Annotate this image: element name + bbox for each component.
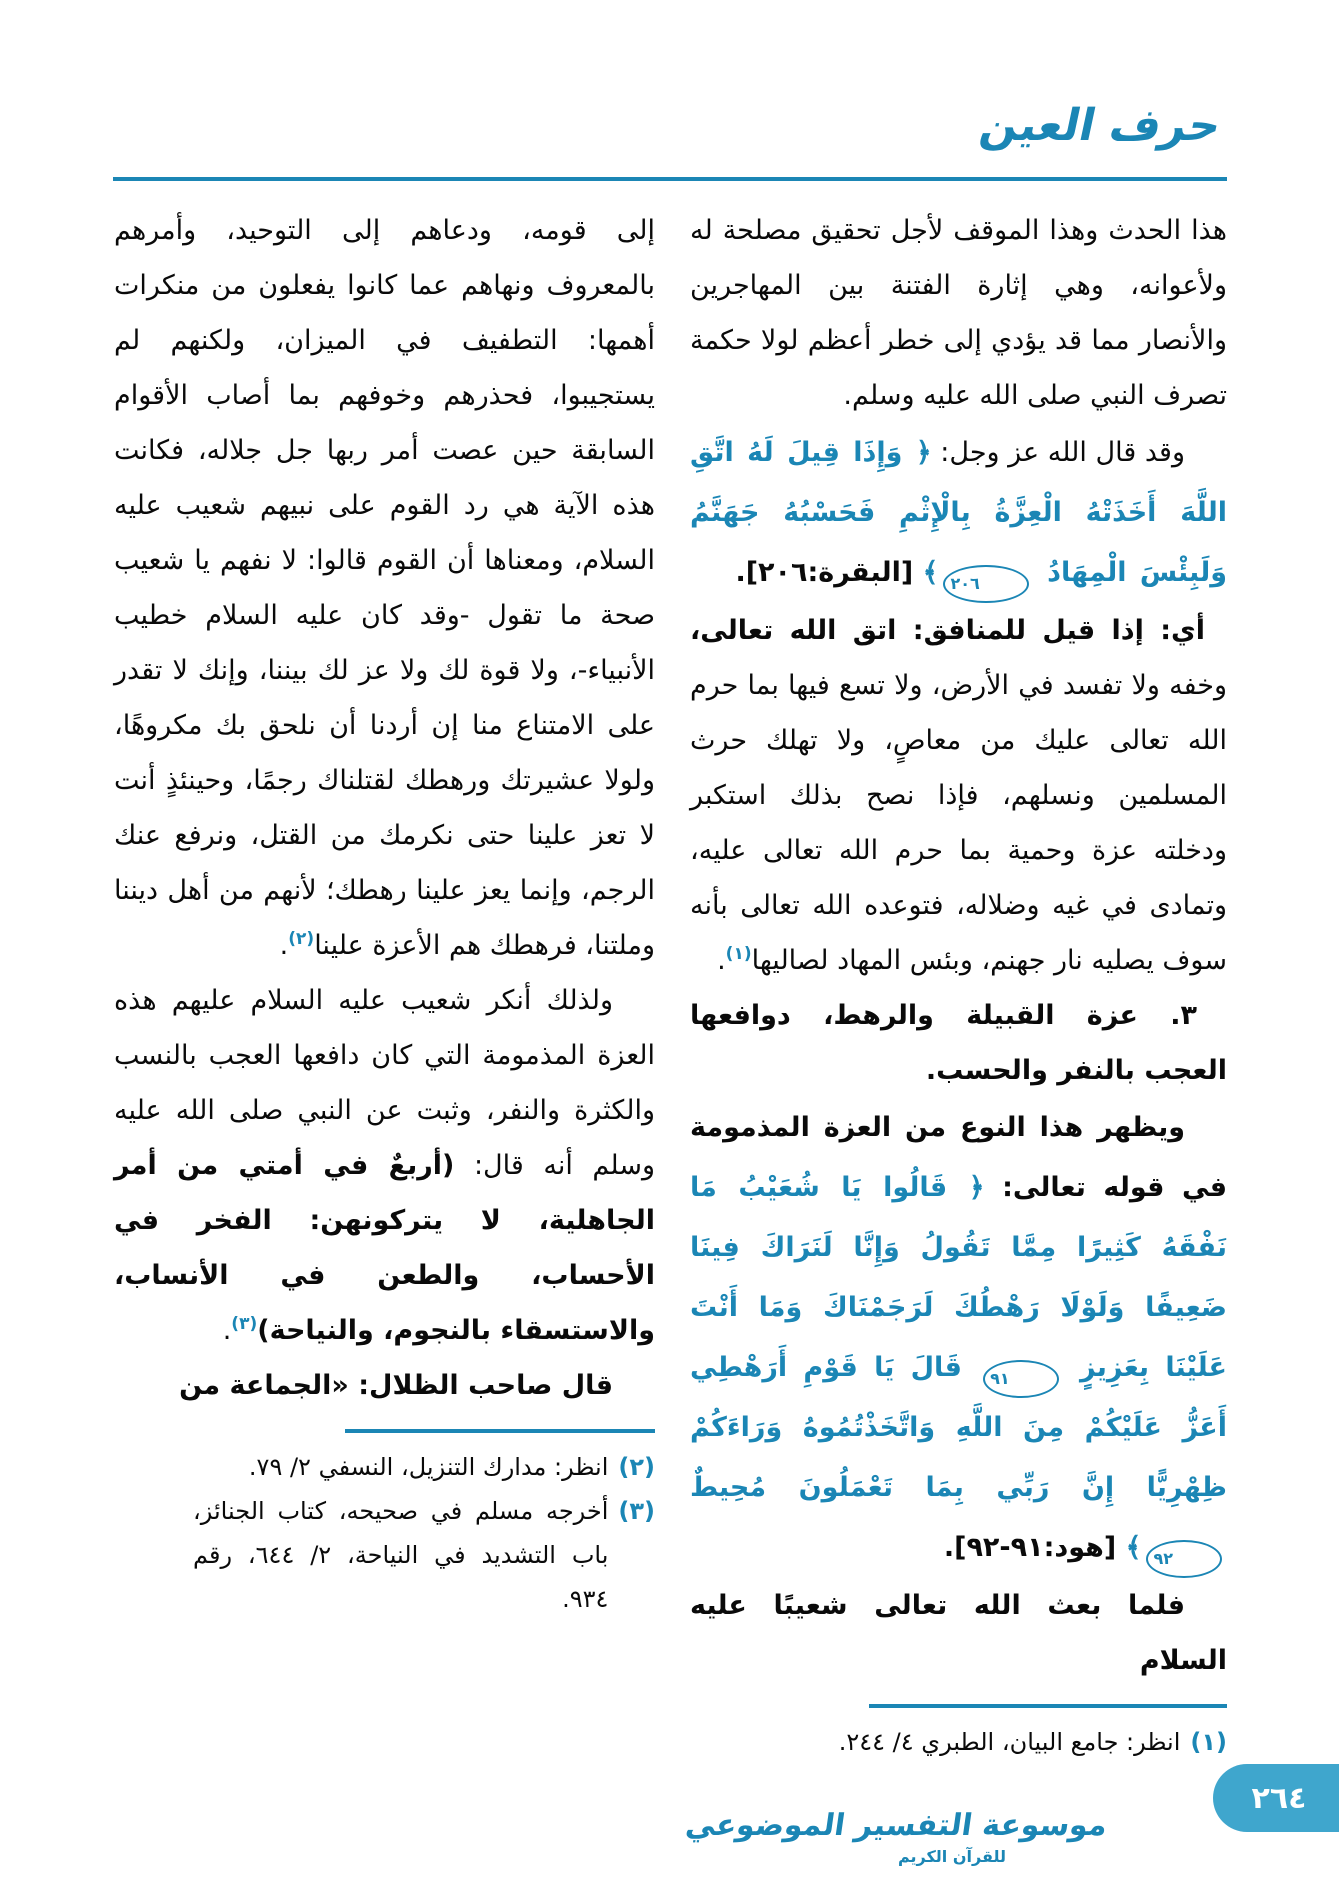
paragraph-tafsir	[690, 603, 1227, 988]
paragraph-quran-hud	[690, 1098, 1227, 1578]
verse-reference-baqarah: [البقرة:٢٠٦].	[735, 557, 923, 588]
section-letter-title: حرف العين	[976, 100, 1227, 151]
footnote-text: انظر: جامع البيان، الطبري ٤/ ٢٤٤.	[838, 1727, 1181, 1756]
hadith-text: (أربعٌ في أمتي من أمر الجاهلية، لا يتركونهن: الفخر في الأحساب، والطعن في الأنساب، والاستسقاء بالنجوم، والنياحة)	[114, 1150, 655, 1346]
paragraph-shuayb-sent: فلما بعث الله تعالى شعيبًا عليه السلام	[690, 1590, 1227, 1676]
continuation-body: إلى قومه، ودعاهم إلى التوحيد، وأمرهم بالمعروف ونهاهم عما كانوا يفعلون من منكرات أهمها: التطفيف في الميزان، ولكنهم لم يستجيبوا، فحذرهم وخوفهم بما أصاب الأقوام السابقة حين عصت أمر ربها جل جلاله، فكانت هذه الآية هي رد القوم على نبيهم شعيب عليه السلام، ومعناها أن القوم قالوا: لا نفهم يا شعيب صحة ما تقول -وقد كان عليه السلام خطيب الأنبياء-، ولا قوة لك ولا عز لك بيننا، وإنك لا تقدر على الامتناع منا إن أردنا أن نلحق بك مكروهًا، ولولا عشيرتك ورهطك لقتلناك رجمًا، وحينئذٍ أنت لا تعز علينا حتى نكرمك من القتل، ونرفع عنك الرجم، وإنما يعز علينا رهطك؛ لأنهم من أهل ديننا وملتنا، فرهطك هم الأعزة علينا	[114, 215, 655, 961]
footnote-marker: (٣)	[618, 1496, 655, 1525]
quran-verse-hud-92: قَالَ يَا قَوْمِ أَرَهْطِي أَعَزُّ عَلَيْكُمْ مِنَ اللَّهِ وَاتَّخَذْتُمُوهُ وَرَاءَكُمْ ظِهْرِيًّا إِنَّ رَبِّي بِمَا تَعْمَلُونَ مُحِيطٌ	[690, 1352, 1227, 1503]
sentence-period: .	[222, 1315, 232, 1346]
subsection-heading-3: ٣. عزة القبيلة والرهط، دوافعها العجب بالنفر والحسب.	[690, 1000, 1227, 1086]
footnote-3	[193, 1489, 655, 1621]
publisher-logo-title: موسوعة التفسير الموضوعي	[683, 1808, 1110, 1843]
footnote-text: انظر: مدارك التنزيل، النسفي ٢/ ٧٩.	[248, 1452, 609, 1481]
footnotes-left	[193, 1445, 655, 1621]
paragraph-continuation	[114, 203, 655, 973]
page-number: ٢٦٤	[1251, 1780, 1307, 1816]
paragraph-hadith	[114, 973, 655, 1358]
footnote-marker: (٢)	[618, 1452, 655, 1481]
sentence-period: .	[279, 930, 289, 961]
publisher-logo-subtitle: للقرآن الكريم	[897, 1847, 1007, 1866]
footnote-2	[193, 1445, 655, 1489]
tafsir-lead: أي: إذا قيل للمنافق: اتق الله تعالى،	[690, 615, 1205, 646]
publisher-logo	[683, 1808, 1110, 1866]
quote-opening: «الجماعة من	[179, 1370, 349, 1401]
verse-lead-in: ويظهر هذا النوع من العزة المذمومة في قوله تعالى:	[690, 1112, 1227, 1203]
footnote-text: أخرجه مسلم في صحيحه، كتاب الجنائز، باب التشديد في النياحة، ٢/ ٦٤٤، رقم ٩٣٤.	[193, 1496, 609, 1613]
ayah-number-badge-91: ٩١	[983, 1360, 1059, 1398]
tafsir-body: وخفه ولا تفسد في الأرض، ولا تسع فيها بما حرم الله تعالى عليك من معاصٍ، ولا تهلك حرث المسلمين ونسلهم، فإذا نصح بذلك استكبر ودخلته عزة وحمية بما حرم الله تعالى عليه، وتمادى في غيه وضلاله، فتوعده الله تعالى بأنه سوف يصليه نار جهنم، وبئس المهاد لصاليها	[690, 670, 1227, 976]
footnote-ref-3: (٣)	[231, 1314, 258, 1334]
sentence-period: .	[717, 945, 726, 976]
hadith-lead-in: ولذلك أنكر شعيب عليه السلام عليهم هذه العزة المذمومة التي كان دافعها العجب بالنسب والكثرة والنفر، وثبت عن النبي صلى الله عليه وسلم أنه قال:	[114, 985, 655, 1181]
quran-verse-hud-91: ﴿ قَالُوا يَا شُعَيْبُ مَا نَفْقَهُ كَثِيرًا مِمَّا تَقُولُ وَإِنَّا لَنَرَاكَ فِينَا ضَعِيفًا وَلَوْلَا رَهْطُكَ لَرَجَمْنَاكَ وَمَا أَنْتَ عَلَيْنَا بِعَزِيزٍ	[690, 1172, 1227, 1383]
footnote-separator	[869, 1704, 1227, 1708]
column-right	[690, 203, 1227, 1764]
quran-close-bracket-icon: ﴾	[1125, 1532, 1142, 1563]
paragraph-intro: هذا الحدث وهذا الموقف لأجل تحقيق مصلحة له ولأعوانه، وهي إثارة الفتنة بين المهاجرين والأنصار مما قد يؤدي إلى خطر أعظم لولا حكمة تصرف النبي صلى الله عليه وسلم.	[690, 215, 1227, 411]
footnote-ref-1: (١)	[725, 944, 752, 964]
footnote-ref-2: (٢)	[288, 929, 315, 949]
column-left	[114, 203, 655, 1621]
footnote-marker: (١)	[1190, 1727, 1227, 1756]
quran-verse-baqarah-206: ﴿ وَإِذَا قِيلَ لَهُ اتَّقِ اللَّهَ أَخَذَتْهُ الْعِزَّةُ بِالْإِثْمِ فَحَسْبُهُ جَهَنَّمُ وَلَبِئْسَ الْمِهَادُ	[690, 437, 1227, 588]
header-rule	[113, 177, 1227, 181]
paragraph-quran-baqarah	[690, 423, 1227, 603]
page-number-badge	[1213, 1764, 1339, 1832]
ayah-number-badge-206: ٢٠٦	[943, 565, 1028, 603]
quote-lead-in: قال صاحب الظلال:	[348, 1370, 613, 1401]
paragraph-zilal-quote	[114, 1358, 655, 1413]
footnote-separator	[345, 1429, 655, 1433]
verse-lead-in: وقد قال الله عز وجل:	[931, 437, 1185, 468]
footnote-1	[791, 1720, 1227, 1764]
quran-close-bracket-icon: ﴾	[922, 557, 939, 588]
ayah-number-badge-92: ٩٢	[1146, 1540, 1222, 1578]
verse-reference-hud: [هود:٩١-٩٢].	[943, 1532, 1126, 1563]
footnotes-right	[791, 1720, 1227, 1764]
